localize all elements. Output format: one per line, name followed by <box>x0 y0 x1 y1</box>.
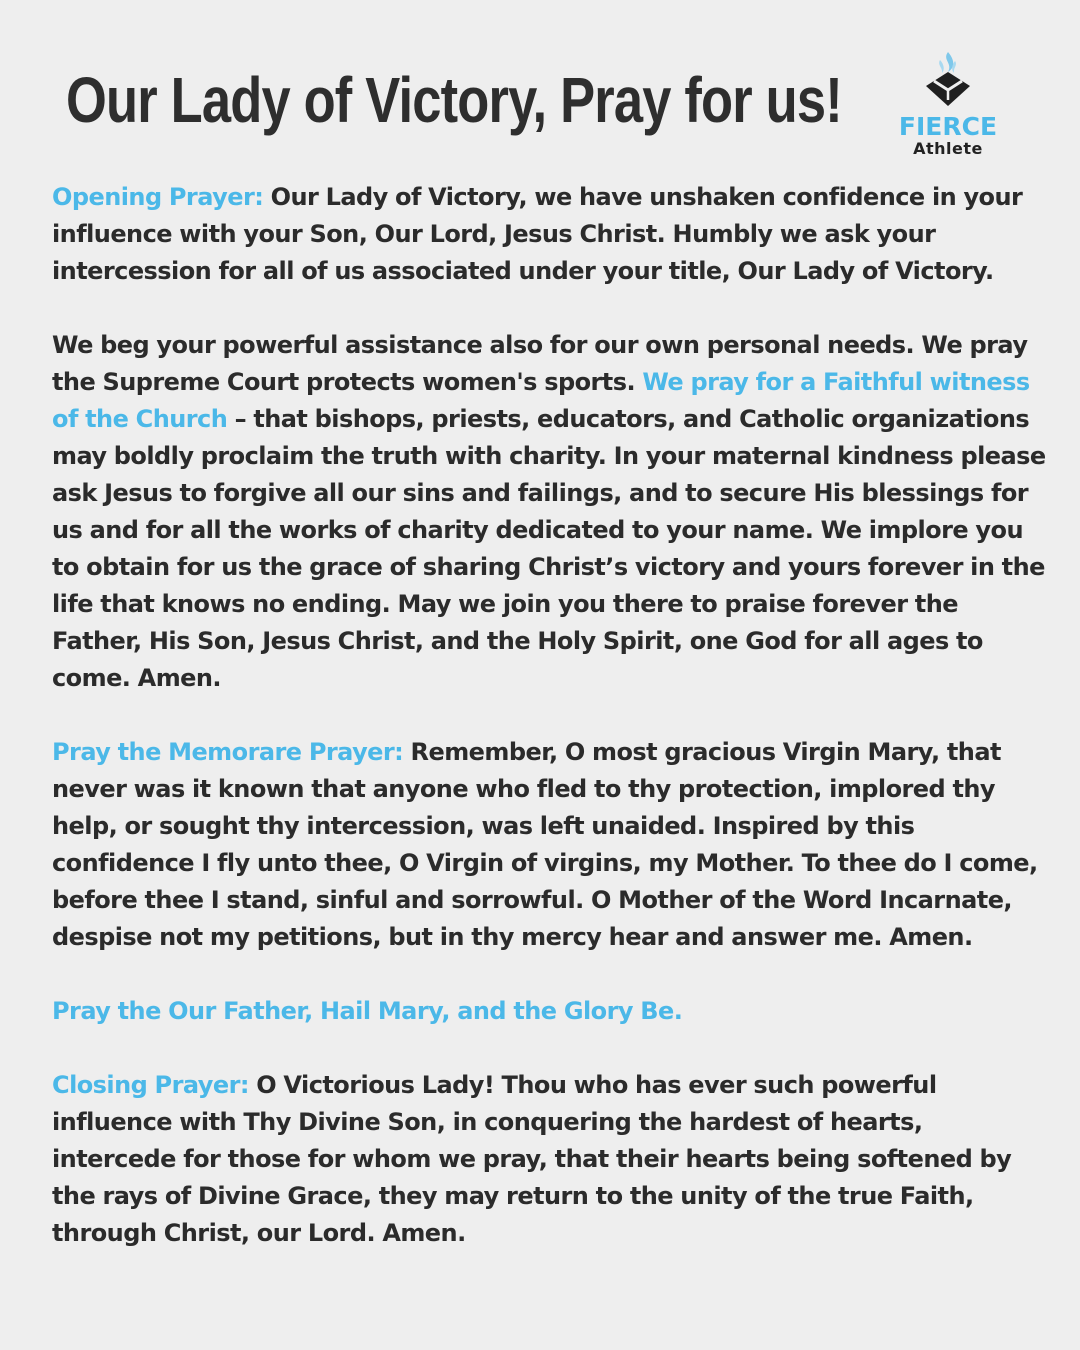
memorare-paragraph <box>52 734 1052 956</box>
petition-text-2: – that bishops, priests, educators, and Catholic organizations may boldly proclaim the truth with charity. In your maternal kindness please ask Jesus to forgive all our sins and failings, and to secure His blessings for us and for all the works of charity dedicated to your name. We implore you to obtain for us the grace of sharing Christ’s victory and yours forever in the life that knows no ending. May we join you there to praise forever the Father, His Son, Jesus Christ, and the Holy Spirit, one God for all ages to come. Amen. <box>52 405 1046 692</box>
prayer-content <box>52 179 1052 1289</box>
logo-brand-text: FIERCE <box>898 112 998 141</box>
opening-prayer-paragraph <box>52 179 1052 290</box>
opening-prayer-label: Opening Prayer: <box>52 183 264 211</box>
closing-prayer-paragraph <box>52 1067 1052 1252</box>
petition-highlight: We pray for a Faithful witness of the Church <box>52 368 1030 433</box>
page-title: Our Lady of Victory, Pray for us! <box>66 64 842 136</box>
shield-flame-icon <box>922 50 974 108</box>
memorare-text: Remember, O most gracious Virgin Mary, that never was it known that anyone who fled to thy protection, implored thy help, or sought thy intercession, was left unaided. Inspired by this confidence I fly unto thee, O Virgin of virgins, my Mother. To thee do I come, before thee I stand, sinful and sorrowful. O Mother of the Word Incarnate, despise not my petitions, but in thy mercy hear and answer me. Amen. <box>52 738 1038 951</box>
closing-prayer-label: Closing Prayer: <box>52 1071 249 1099</box>
prayers-label: Pray the Our Father, Hail Mary, and the Glory Be. <box>52 997 683 1025</box>
petition-paragraph <box>52 327 1052 697</box>
logo-sub-text: Athlete <box>913 139 983 158</box>
memorare-label: Pray the Memorare Prayer: <box>52 738 404 766</box>
opening-prayer-text: Our Lady of Victory, we have unshaken confidence in your influence with your Son, Our Lord, Jesus Christ. Humbly we ask your intercession for all of us associated under your title, Our Lady of Victory. <box>52 183 1023 285</box>
closing-prayer-text: O Victorious Lady! Thou who has ever such powerful influence with Thy Divine Son, in conquering the hardest of hearts, intercede for those for whom we pray, that their hearts being softened by the rays of Divine Grace, they may return to the unity of the true Faith, through Christ, our Lord. Amen. <box>52 1071 1012 1247</box>
brand-logo <box>888 50 1008 158</box>
prayers-paragraph <box>52 993 1052 1030</box>
petition-text-1: We beg your powerful assistance also for our own personal needs. We pray the Supreme Court protects women's sports. <box>52 331 1028 396</box>
